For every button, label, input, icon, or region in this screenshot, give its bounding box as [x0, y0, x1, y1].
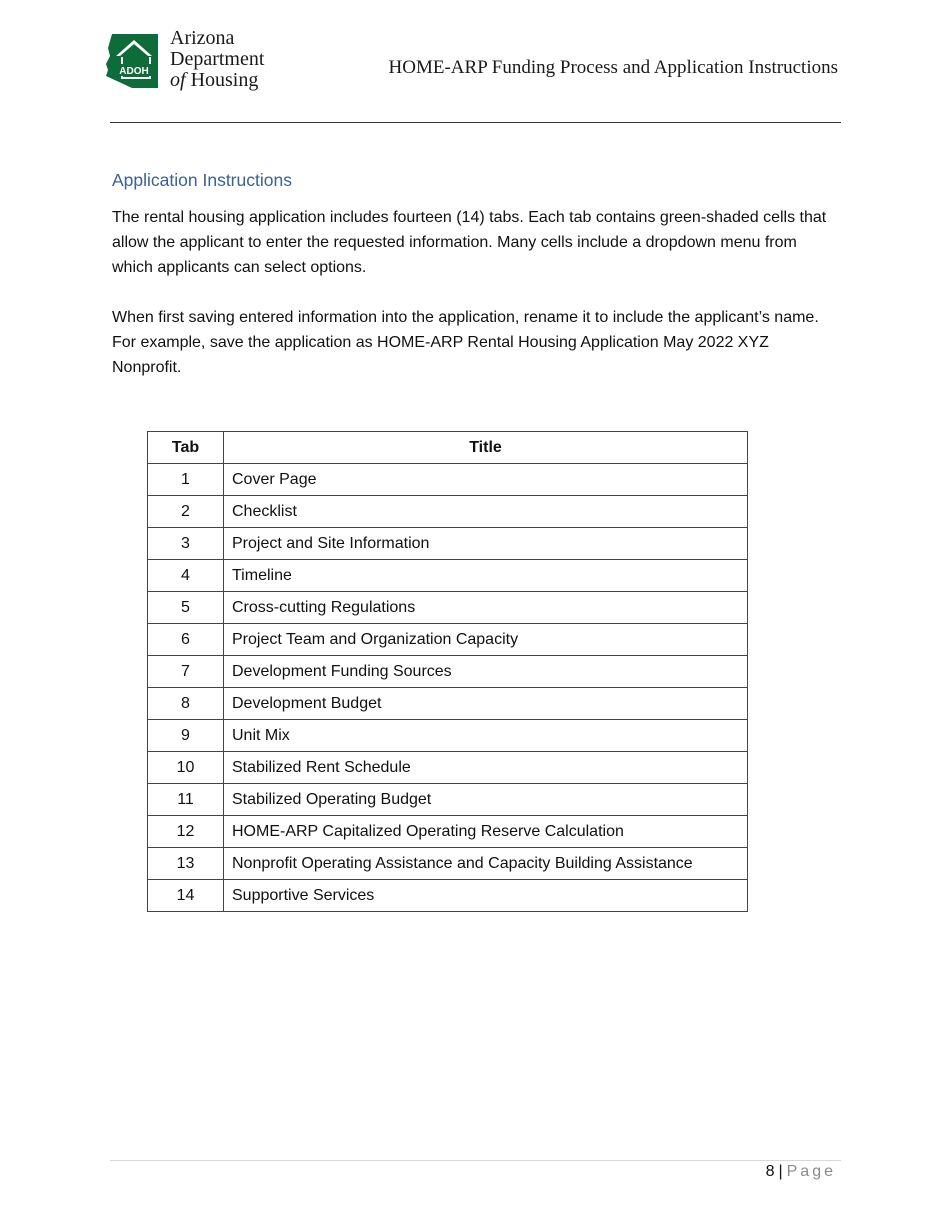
page-label: Page — [786, 1163, 836, 1180]
column-header-title: Title — [224, 432, 748, 464]
tab-number: 7 — [148, 656, 224, 688]
tab-number: 8 — [148, 688, 224, 720]
tab-title: Supportive Services — [224, 880, 748, 912]
tab-title: Stabilized Operating Budget — [224, 784, 748, 816]
table-row — [148, 496, 748, 528]
tab-number: 3 — [148, 528, 224, 560]
table-header-row — [148, 432, 748, 464]
tab-number: 11 — [148, 784, 224, 816]
tab-title: Unit Mix — [224, 720, 748, 752]
table-row — [148, 656, 748, 688]
logo-of: of — [170, 69, 186, 91]
tab-number: 12 — [148, 816, 224, 848]
tab-number: 2 — [148, 496, 224, 528]
logo-line-department: Department — [170, 48, 265, 70]
table-row — [148, 528, 748, 560]
arizona-state-house-icon — [104, 30, 164, 88]
footer-divider — [110, 1160, 841, 1161]
tab-title: Timeline — [224, 560, 748, 592]
tab-number: 14 — [148, 880, 224, 912]
tabs-table — [147, 431, 748, 912]
table-row — [148, 720, 748, 752]
table-row — [148, 464, 748, 496]
table-row — [148, 880, 748, 912]
tab-number: 10 — [148, 752, 224, 784]
page-number: 8 — [765, 1163, 775, 1180]
tab-title: Stabilized Rent Schedule — [224, 752, 748, 784]
tab-title: Development Budget — [224, 688, 748, 720]
logo-wordmark — [170, 28, 264, 91]
section-heading: Application Instructions — [112, 170, 292, 190]
tab-title: Checklist — [224, 496, 748, 528]
table-row — [148, 592, 748, 624]
logo-badge-text: ADOH — [119, 66, 149, 77]
table-row — [148, 784, 748, 816]
tab-title: Cross-cutting Regulations — [224, 592, 748, 624]
table-row — [148, 848, 748, 880]
logo-line-housing — [170, 70, 264, 91]
tab-title: Nonprofit Operating Assistance and Capacity Building Assistance — [224, 848, 748, 880]
tab-number: 6 — [148, 624, 224, 656]
tab-number: 9 — [148, 720, 224, 752]
table-row — [148, 688, 748, 720]
document-title: HOME-ARP Funding Process and Application Instructions — [388, 57, 838, 78]
tab-title: Development Funding Sources — [224, 656, 748, 688]
tab-title: Cover Page — [224, 464, 748, 496]
table-row — [148, 560, 748, 592]
header-divider — [110, 122, 841, 123]
tab-number: 5 — [148, 592, 224, 624]
tab-number: 1 — [148, 464, 224, 496]
intro-paragraph: The rental housing application includes fourteen (14) tabs. Each tab contains green-shaded cells that allow the applicant to enter the requested information. Many cells include a dropdown menu from which applicants can select options. — [112, 209, 827, 276]
page-separator: | — [778, 1163, 783, 1180]
logo-line-arizona: Arizona — [170, 27, 235, 49]
table-row — [148, 816, 748, 848]
table-row — [148, 624, 748, 656]
logo-housing: Housing — [185, 69, 259, 91]
table-row — [148, 752, 748, 784]
tab-number: 13 — [148, 848, 224, 880]
naming-paragraph: When first saving entered information into the application, rename it to include the applicant’s name. For example, save the application as HOME-ARP Rental Housing Application May 2022 XYZ Nonprofit. — [112, 309, 819, 376]
page-header — [0, 0, 950, 124]
column-header-tab: Tab — [148, 432, 224, 464]
tab-title: HOME-ARP Capitalized Operating Reserve Calculation — [224, 816, 748, 848]
tab-title: Project Team and Organization Capacity — [224, 624, 748, 656]
tab-title: Project and Site Information — [224, 528, 748, 560]
page-footer — [766, 1163, 836, 1181]
tab-number: 4 — [148, 560, 224, 592]
table-body — [148, 464, 748, 912]
adoh-logo — [104, 28, 284, 92]
